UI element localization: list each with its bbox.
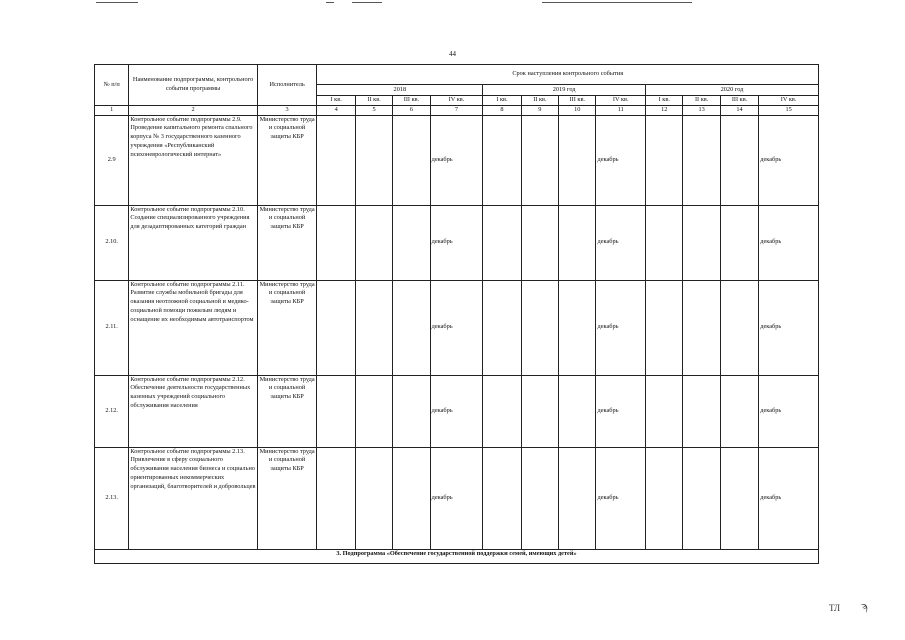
- col-number: 11: [596, 105, 646, 115]
- col-number: 9: [521, 105, 558, 115]
- deadline-2020-q4: декабрь: [759, 115, 819, 205]
- col-number: 7: [430, 105, 483, 115]
- event-name: Контрольное событие подпрограммы 2.13. Привлечение в сферу социального обслуживания населения бизнеса и социально ориентированных некоммерческих организаций, благотворителей и добровольцев: [129, 447, 257, 549]
- scan-mark: [326, 2, 334, 3]
- deadline-2020-q4: декабрь: [759, 447, 819, 549]
- row-number: 2.11.: [95, 280, 129, 375]
- col-number: 13: [683, 105, 720, 115]
- header-quarter: I кв.: [317, 96, 355, 106]
- deadline-2018-q4: декабрь: [430, 280, 483, 375]
- executor: Министерство труда и социальной защиты КБР: [257, 205, 317, 280]
- col-number: 2: [129, 105, 257, 115]
- col-number: 6: [393, 105, 430, 115]
- row-number: 2.10.: [95, 205, 129, 280]
- deadline-2018-q4: декабрь: [430, 375, 483, 447]
- header-quarter: IV кв.: [759, 96, 819, 106]
- deadline-2020-q4: декабрь: [759, 205, 819, 280]
- scan-mark: [542, 2, 692, 3]
- table-row: [95, 375, 819, 447]
- header-quarter: IV кв.: [596, 96, 646, 106]
- col-number: 3: [257, 105, 317, 115]
- header-row-main: [95, 65, 819, 85]
- event-name: Контрольное событие подпрограммы 2.12. Обеспечение деятельности государственных казенных учреждений социального обслуживания населения: [129, 375, 257, 447]
- executor: Министерство труда и социальной защиты КБР: [257, 280, 317, 375]
- executor: Министерство труда и социальной защиты КБР: [257, 375, 317, 447]
- table-row: [95, 205, 819, 280]
- deadline-2018-q4: декабрь: [430, 447, 483, 549]
- col-number: 1: [95, 105, 129, 115]
- header-executor: Исполнитель: [257, 65, 317, 106]
- event-name: Контрольное событие подпрограммы 2.9. Проведение капитального ремонта спального корпуса № 3 государственного казенного учреждения «Республиканский психоневрологический интернат»: [129, 115, 257, 205]
- event-name: Контрольное событие подпрограммы 2.10. Создание специализированного учреждения для дезадаптированных категорий граждан: [129, 205, 257, 280]
- header-quarter: III кв.: [720, 96, 758, 106]
- deadline-2018-q4: декабрь: [430, 115, 483, 205]
- table-row: [95, 280, 819, 375]
- header-quarter: II кв.: [355, 96, 392, 106]
- header-quarter: III кв.: [559, 96, 596, 106]
- event-name: Контрольное событие подпрограммы 2.11. Развитие службы мобильной бригады для оказания неотложной социальной и медико-социальной помощи пожилым людям и оснащение их необходимым автотранспортом: [129, 280, 257, 375]
- row-number: 2.9: [95, 115, 129, 205]
- deadline-2019-q4: декабрь: [596, 375, 646, 447]
- col-number: 14: [720, 105, 758, 115]
- header-year-2018: 2018: [317, 85, 483, 96]
- deadline-2020-q4: декабрь: [759, 280, 819, 375]
- control-events-table: [94, 64, 819, 564]
- deadline-2019-q4: декабрь: [596, 205, 646, 280]
- col-number: 8: [483, 105, 521, 115]
- table-row: [95, 447, 819, 549]
- col-number: 15: [759, 105, 819, 115]
- header-deadline: Срок наступления контрольного события: [317, 65, 819, 85]
- scan-mark: [352, 2, 382, 3]
- row-number: 2.13.: [95, 447, 129, 549]
- deadline-2019-q4: декабрь: [596, 280, 646, 375]
- header-year-2020: 2020 год: [646, 85, 819, 96]
- deadline-2018-q4: декабрь: [430, 205, 483, 280]
- executor: Министерство труда и социальной защиты КБР: [257, 115, 317, 205]
- row-number: 2.12.: [95, 375, 129, 447]
- header-num: № п/п: [95, 65, 129, 106]
- col-number: 12: [646, 105, 683, 115]
- section-title: 3. Подпрограмма «Обеспечение государственной поддержки семей, имеющих детей»: [95, 549, 819, 563]
- deadline-2019-q4: декабрь: [596, 115, 646, 205]
- header-quarter: I кв.: [483, 96, 521, 106]
- executor: Министерство труда и социальной защиты КБР: [257, 447, 317, 549]
- deadline-2020-q4: декабрь: [759, 375, 819, 447]
- page-number: 44: [449, 50, 456, 58]
- header-quarter: III кв.: [393, 96, 430, 106]
- section-row: [95, 549, 819, 563]
- header-year-2019: 2019 год: [483, 85, 646, 96]
- header-quarter: I кв.: [646, 96, 683, 106]
- col-number: 10: [559, 105, 596, 115]
- handwritten-mark: ТЛ: [829, 603, 841, 613]
- col-number: 4: [317, 105, 355, 115]
- scan-mark: [96, 2, 138, 3]
- header-quarter: II кв.: [683, 96, 720, 106]
- header-name: Наименование подпрограммы, контрольного события программы: [129, 65, 257, 106]
- table-row: [95, 115, 819, 205]
- deadline-2019-q4: декабрь: [596, 447, 646, 549]
- header-quarter: IV кв.: [430, 96, 483, 106]
- column-number-row: [95, 105, 819, 115]
- handwritten-mark: ϡ: [861, 599, 868, 613]
- col-number: 5: [355, 105, 392, 115]
- header-quarter: II кв.: [521, 96, 558, 106]
